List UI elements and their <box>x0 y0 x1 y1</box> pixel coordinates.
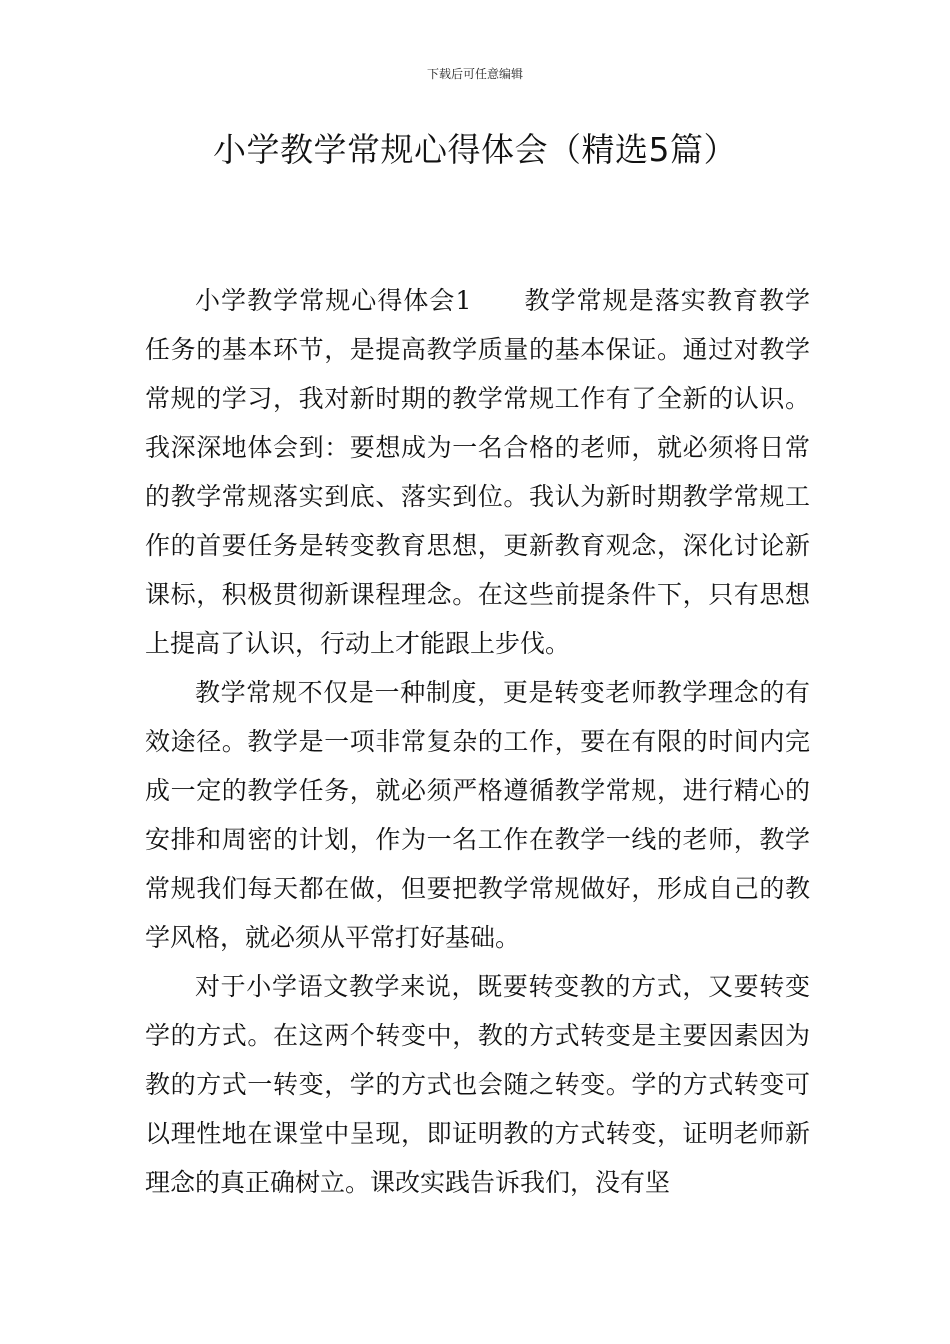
paragraph: 教学常规不仅是一种制度，更是转变老师教学理念的有效途径。教学是一项非常复杂的工作，要在有限的时间内完成一定的教学任务，就必须严格遵循教学常规，进行精心的安排和周密的计划，作为一名工作在教学一线的老师，教学常规我们每天都在做，但要把教学常规做好，形成自己的教学风格，就必须从平常打好基础。 <box>145 678 810 952</box>
header-note: 下载后可任意编辑 <box>426 67 523 81</box>
paragraph: 对于小学语文教学来说，既要转变教的方式，又要转变学的方式。在这两个转变中，教的方式转变是主要因素因为教的方式一转变，学的方式也会随之转变。学的方式转变可以理性地在课堂中呈现，即证明教的方式转变，证明老师新理念的真正确树立。课改实践告诉我们，没有坚 <box>145 972 810 1197</box>
paragraph: 小学教学常规心得体会1 教学常规是落实教育教学任务的基本环节，是提高教学质量的基本保证。通过对教学常规的学习，我对新时期的教学常规工作有了全新的认识。我深深地体会到：要想成为一名合格的老师，就必须将日常的教学常规落实到底、落实到位。我认为新时期教学常规工作的首要任务是转变教育思想，更新教育观念，深化讨论新课标，积极贯彻新课程理念。在这些前提条件下，只有思想上提高了认识，行动上才能跟上步伐。 <box>145 286 810 658</box>
document-title: 小学教学常规心得体会（精选5篇） <box>213 130 737 169</box>
document-body <box>145 276 810 1207</box>
